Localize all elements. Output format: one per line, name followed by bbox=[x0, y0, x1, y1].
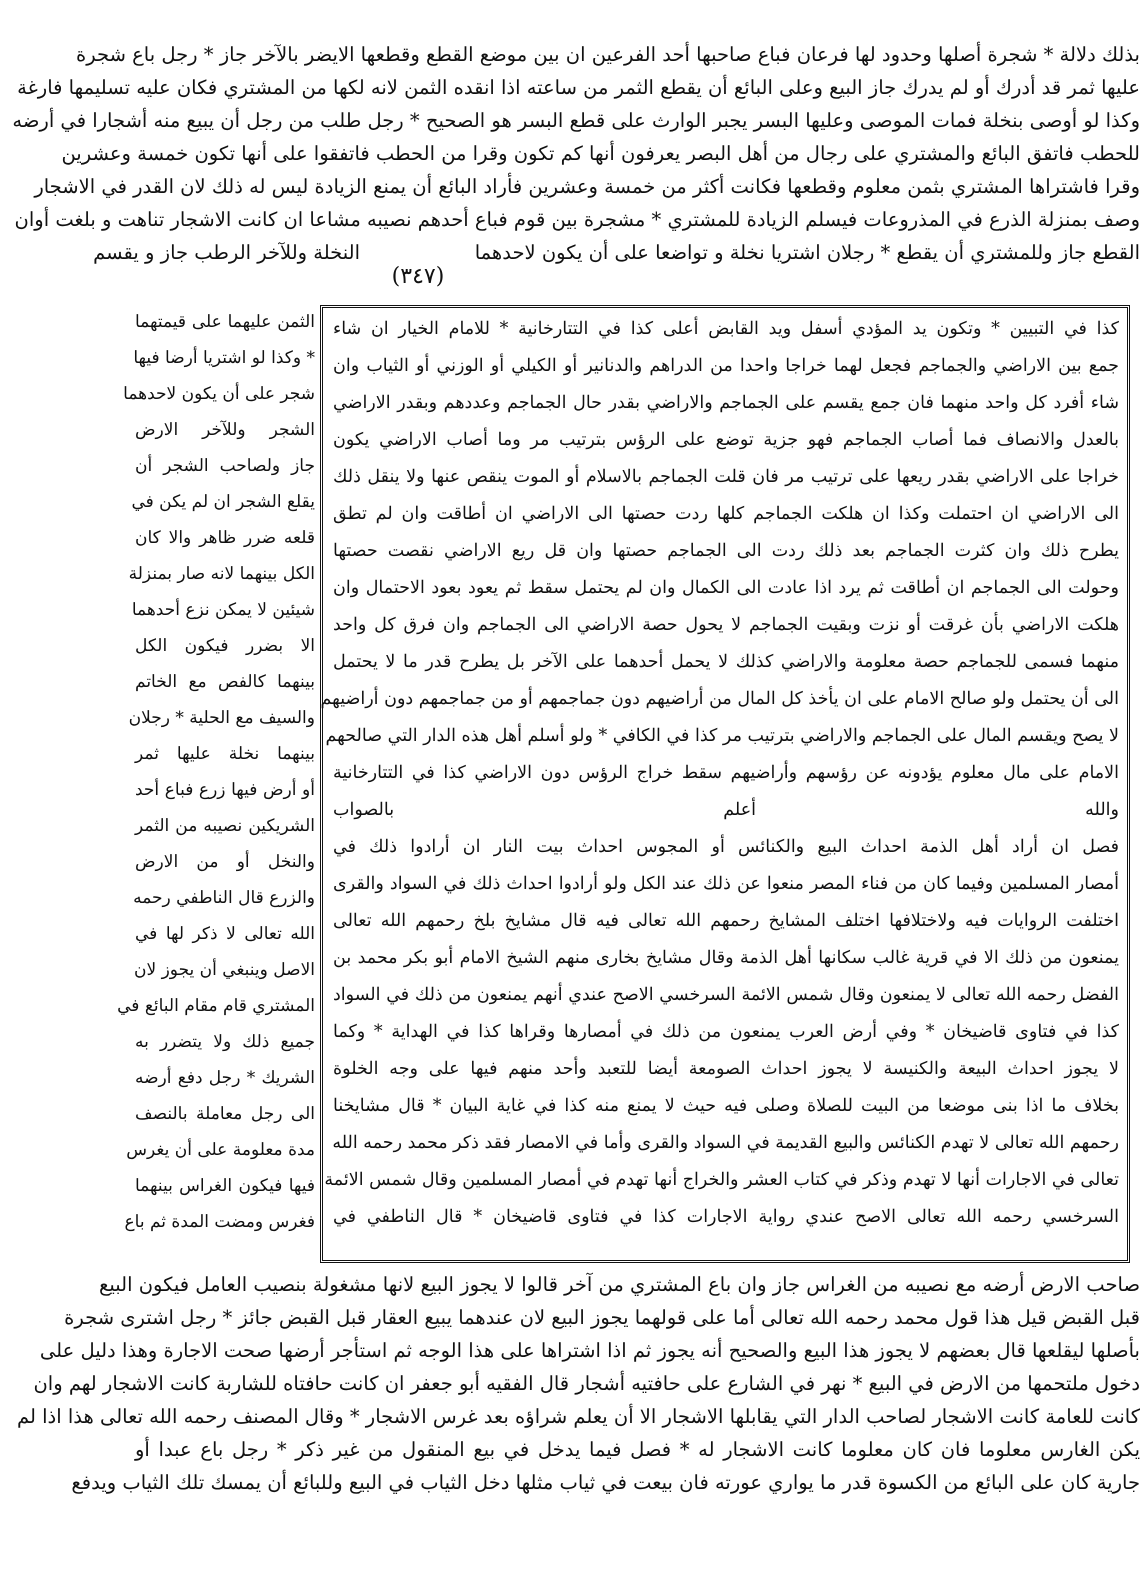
margin-line: المشتري قام مقام البائع في bbox=[117, 996, 315, 1016]
margin-line: الثمن عليهما على قيمتهما bbox=[135, 312, 315, 332]
text-line: بذلك دلالة * شجرة أصلها وحدود لها فرعان فباع صاحبها أحد الفرعين ان بين موضع القطع وقطعها الايضر بالآخر جاز * رجل باع شجرة bbox=[76, 43, 1140, 66]
text-line: كذا في التبيين * وتكون يد المؤدي أسفل ويد القابض أعلى كذا في التتارخانية * للامام الخيار ان شاء bbox=[333, 319, 1119, 339]
text-line: يطرح ذلك وان كثرت الجماجم بعد ذلك ردت الى الجماجم حصتها وان قل ريع الاراضي نقصت حصتها bbox=[333, 541, 1119, 561]
text-line: دخول ملتحمها من الارض في البيع * نهر في الشارع على حافتيه أشجار قال الفقيه أبو جعفر ان كانت حافتاه للشاربة كانت الاشجار لهم وان bbox=[33, 1372, 1140, 1395]
text-line: أمصار المسلمين وفيما كان من فناء المصر منعوا عن ذلك عند الكل ولو أرادوا احداث ذلك في السواد والقرى bbox=[333, 874, 1119, 894]
margin-commentary bbox=[117, 305, 315, 1263]
text-line: لا يصح ويقسم المال على الجماجم والاراضي بترتيب مر كذا في الكافي * ولو أسلم أهل هذه الدار التي صالحهم bbox=[325, 726, 1119, 746]
text-line: تعالى في الاجارات أنها لا تهدم وذكر في كتاب العشر والخراج أنها تهدم في أمصار المسلمين وقال شمس الائمة bbox=[324, 1170, 1119, 1190]
text-line: كانت للعامة كانت الاشجار لصاحب الدار التي يقابلها الاشجار الا أن يعلم شراؤه بعد غرس الاشجار * وقال المصنف رحمه الله تعالى هذا اذا لم bbox=[17, 1405, 1140, 1428]
text-line: رحمهم الله تعالى لا تهدم الكنائس والبيع القديمة في السواد والقرى وأما في الامصار فقد ذكر محمد رحمه الله bbox=[332, 1133, 1119, 1153]
margin-line: شيئين لا يمكن نزع أحدهما bbox=[131, 600, 315, 620]
text-line: بالعدل والانصاف فما أصاب الجماجم فهو جزية توضع على الرؤس بترتيب مر وما أصاب الاراضي يكون bbox=[333, 430, 1119, 450]
text-line: يمنعون من ذلك الا في قرية غالب سكانها أهل الذمة وقال مشايخ بخارى منهم الشيخ الامام أبو بكر محمد بن bbox=[333, 948, 1119, 968]
text-line: الفضل رحمه الله تعالى لا يمنعون وقال شمس الائمة السرخسي الاصح عندي أنهم يمنعون من ذلك في السواد bbox=[333, 985, 1119, 1005]
text-line: اختلفت الروايات فيه ولاختلافها اختلف المشايخ رحمهم الله تعالى فيه قال مشايخ بلخ رحمهم الله تعالى bbox=[333, 911, 1119, 931]
text-line: وقرا فاشتراها المشتري بثمن معلوم وقطعها فكانت أكثر من خمسة وعشرين فأراد البائع أن يمنع الزيادة ليس له ذلك لان القدر في الاشجار bbox=[34, 175, 1140, 198]
text-line: والله أعلم بالصواب bbox=[333, 800, 1119, 820]
text-line: هلكت الاراضي بأن غرقت أو نزت وبقيت الجماجم لا يحول حصة الاراضي الى الجماجم وان فرق كل واحد bbox=[333, 615, 1119, 635]
text-line: جارية كان على البائع من الكسوة قدر ما يواري عورته فان بيعت في ثياب مثلها دخل الثياب في البيع وللبائع أن يمسك تلك الثياب ويدفع bbox=[71, 1471, 1140, 1494]
text-line: جمع بين الاراضي والجماجم فجعل لهما خراجا واحدا من الدراهم والدنانير أو الكيلي أو الوزني أو الثياب وان bbox=[333, 356, 1119, 376]
text-line: بخلاف ما اذا بنى موضعا من البيت للصلاة وصلى فيه حيث لا يمنع منه كذا في غاية البيان * قال مشايخنا bbox=[333, 1096, 1119, 1116]
margin-line: مدة معلومة على أن يغرس bbox=[126, 1140, 315, 1160]
text-line: القطع جاز وللمشتري أن يقطع * رجلان اشتريا نخلة و تواضعا على أن يكون لاحدهما bbox=[474, 241, 1140, 264]
margin-line: * وكذا لو اشتريا أرضا فيها bbox=[133, 348, 315, 368]
margin-line: فيها فيكون الغراس بينهما bbox=[135, 1176, 315, 1196]
text-line: وكذا لو أوصى بنخلة فمات الموصى وعليها البسر يجبر الوارث على قطع البسر هو الصحيح * رجل طلب من رجل أن يبيع منه أشجارا في أرضه bbox=[12, 109, 1140, 132]
text-line: الامام على مال معلوم يؤدونه عن رؤسهم وأراضيهم سقط خراج الرؤس دون الاراضي كذا في التتارخانية bbox=[333, 763, 1119, 783]
text-line: وصف بمنزلة الذرع في المذروعات فيسلم الزيادة للمشتري * مشجرة بين قوم فباع أحدهم نصيبه مشاعا ان كانت الاشجار تناهت و بلغت أوان bbox=[14, 208, 1140, 231]
margin-line: والسيف مع الحلية * رجلان bbox=[128, 708, 315, 728]
text-line: خراجا على الاراضي بقدر ريعها على ترتيب مر فان قلت الجماجم بالاسلام أو الموت ينقص عنها ولا ينقل ذلك bbox=[333, 467, 1119, 487]
text-line: شاء أفرد كل واحد منهما فان جمع يقسم على الجماجم والاراضي بقدر حال الجماجم وعددهم وبقدر الاراضي bbox=[333, 393, 1119, 413]
margin-line: أو أرض فيها زرع فباع أحد bbox=[135, 780, 315, 800]
text-line: منهما فسمى للجماجم حصة معلومة والاراضي كذلك لا يحمل أحدهما على الآخر بل يطرح قدر ما لا يحتمل bbox=[333, 652, 1119, 672]
margin-line: فغرس ومضت المدة ثم باع bbox=[124, 1212, 315, 1232]
margin-line: الشريك * رجل دفع أرضه bbox=[135, 1068, 315, 1088]
text-line: السرخسي رحمه الله تعالى الاصح عندي رواية الاجارات كذا في فتاوى قاضيخان * قال الناطفي في bbox=[333, 1207, 1119, 1227]
main-framed-text bbox=[320, 305, 1130, 1263]
text-line: النخلة وللآخر الرطب جاز و يقسم bbox=[93, 241, 360, 264]
text-line: صاحب الارض أرضه مع نصيبه من الغراس جاز وان باع المشتري من آخر قالوا لا يجوز البيع لانها مشغولة بنصيب العامل فيكون البيع bbox=[99, 1273, 1140, 1296]
margin-line: والزرع قال الناطفي رحمه bbox=[133, 888, 315, 908]
text-line: قبل القبض قيل هذا قول محمد رحمه الله تعالى أما على قولهما يجوز البيع لان عندهما يبيع العقار قبل القبض جائز * رجل اشترى شجرة bbox=[64, 1306, 1140, 1329]
margin-line: جاز ولصاحب الشجر أن bbox=[135, 456, 315, 476]
margin-line: يقلع الشجر ان لم يكن في bbox=[131, 492, 315, 512]
text-line: الى الاراضي ان احتملت وكذا ان هلكت الجماجم كلها ردت حصتها الى الاراضي ان أطاقت وان لم تطق bbox=[333, 504, 1119, 524]
text-line: وحولت الى الجماجم ان أطاقت ثم يرد اذا عادت الى الكمال وان لم يحتمل سقط ثم يعود بعود الاحتمال وان bbox=[333, 578, 1119, 598]
margin-line: والنخل أو من الارض bbox=[135, 852, 315, 872]
text-line: لا يجوز احداث البيعة والكنيسة لا يجوز احداث الصومعة أيضا للتعبد وأحد منهم فيها على وجه الخلوة bbox=[333, 1059, 1119, 1079]
text-line: بأصلها ليقلعها قال بعضهم لا يجوز هذا البيع والصحيح أنه يجوز ثم اذا اشتراها على هذا الوجه ثم استأجر أرضها صحت الاجارة وهذا دليل على bbox=[39, 1339, 1140, 1362]
text-line: كذا في فتاوى قاضيخان * وفي أرض العرب يمنعون من ذلك في أمصارها وقراها كذا في الهداية * وكما bbox=[333, 1022, 1119, 1042]
margin-line: بينهما نخلة عليها ثمر bbox=[135, 744, 315, 764]
text-line: عليها ثمر قد أدرك أو لم يدرك جاز البيع وعلى البائع أن يقطع الثمر من ساعته اذا انقده الثمن لانه لكها من المشتري فكان عليه تسليمها فارغة bbox=[17, 76, 1140, 99]
text-line: للحطب فاتفق البائع والمشتري على رجال من أهل البصر يعرفون أنها كم تكون وقرا من الحطب فاتفقوا على أنها تكون خمسة وعشرين bbox=[61, 142, 1140, 165]
margin-line: قلعه ضرر ظاهر والا كان bbox=[135, 528, 315, 548]
margin-line: شجر على أن يكون لاحدهما bbox=[123, 384, 315, 404]
margin-line: الى رجل معاملة بالنصف bbox=[135, 1104, 315, 1124]
margin-line: بينهما كالفص مع الخاتم bbox=[135, 672, 315, 692]
margin-line: الكل بينهما لانه صار بمنزلة bbox=[128, 564, 315, 584]
margin-line: الا بضرر فيكون الكل bbox=[135, 636, 315, 656]
page-number: ( ٣٤٧ ) bbox=[372, 262, 464, 292]
text-line: يكن الغارس معلوما فان كان معلوما كانت الاشجار له * فصل فيما يدخل في بيع المنقول من غير ذكر * رجل باع عبدا أو bbox=[135, 1438, 1140, 1461]
text-line: الى أن يحتمل ولو صالح الامام على ان يأخذ كل المال من أراضيهم دون جماجمهم أو من جماجمهم دون أراضيهم bbox=[320, 689, 1119, 709]
margin-line: الشجر وللآخر الارض bbox=[135, 420, 315, 440]
margin-line: الشريكين نصيبه من الثمر bbox=[135, 816, 315, 836]
margin-line: الاصل وينبغي أن يجوز لان bbox=[134, 960, 315, 980]
margin-line: الله تعالى لا ذكر لها في bbox=[135, 924, 315, 944]
section-heading-line: فصل ان أراد أهل الذمة احداث البيع والكنائس أو المجوس احداث بيت النار ان أرادوا ذلك في bbox=[333, 837, 1119, 857]
margin-line: جميع ذلك ولا يتضرر به bbox=[135, 1032, 315, 1052]
